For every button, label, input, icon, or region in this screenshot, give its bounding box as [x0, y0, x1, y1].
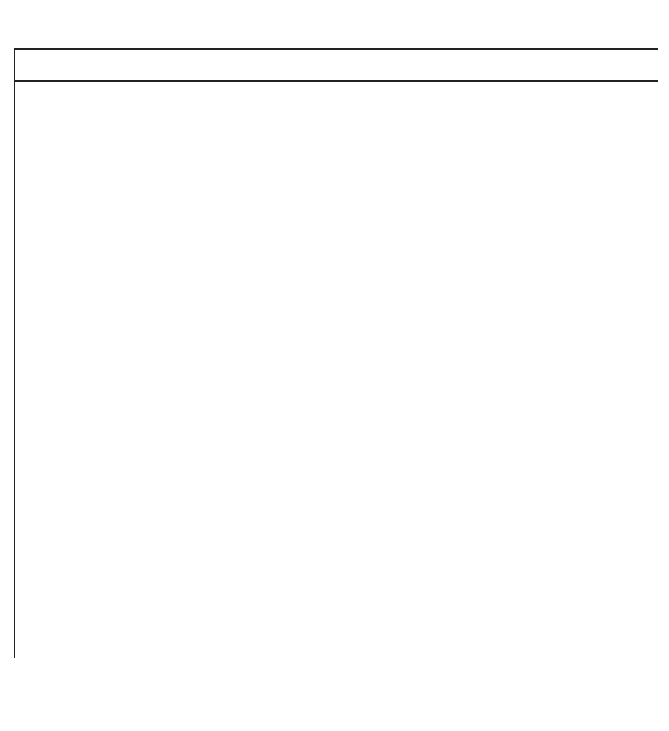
timetable-frame: [14, 48, 659, 658]
